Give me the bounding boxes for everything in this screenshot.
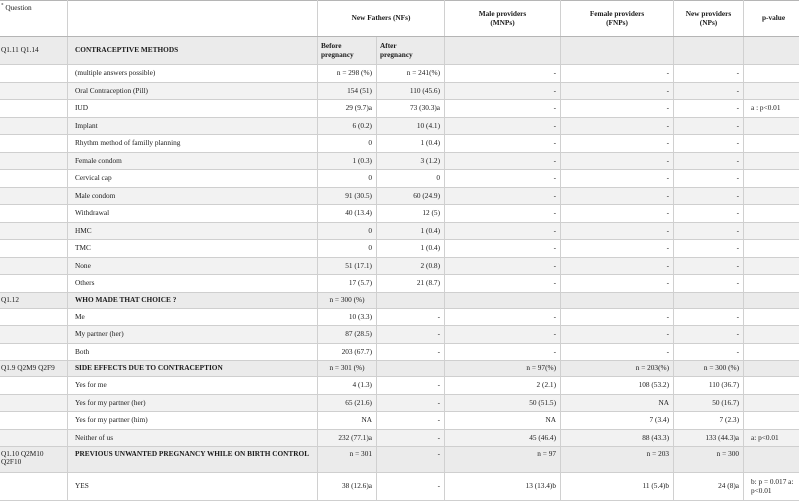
table-row <box>0 473 799 501</box>
cell-p-value <box>744 222 799 240</box>
cell-nf-after: 1 (0.4) <box>377 135 445 153</box>
cell-p-value <box>744 240 799 258</box>
section-title: SIDE EFFECTS DUE TO CONTRACEPTION <box>68 361 318 377</box>
section-title: CONTRACEPTIVE METHODS <box>68 37 318 65</box>
section-after: - <box>377 447 445 473</box>
header-marker: * <box>1 3 4 9</box>
cell-nf-after: n = 241(%) <box>377 65 445 83</box>
section-np-n: n = 300 (%) <box>674 361 744 377</box>
table-row <box>0 187 799 205</box>
cell-p-value <box>744 377 799 395</box>
cell-np: - <box>674 343 744 361</box>
table-row <box>0 257 799 275</box>
cell-mnp: 50 (51.5) <box>445 394 561 412</box>
cell-np: - <box>674 135 744 153</box>
table-row <box>0 135 799 153</box>
cell-fnp: - <box>561 343 674 361</box>
section-2-rows <box>0 308 799 361</box>
cell-p-value <box>744 82 799 100</box>
table-row <box>0 222 799 240</box>
cell-p-value <box>744 117 799 135</box>
cell-fnp: - <box>561 65 674 83</box>
row-label: HMC <box>68 222 318 240</box>
cell-fnp: - <box>561 205 674 223</box>
cell-fnp: - <box>561 170 674 188</box>
cell-p-value <box>744 394 799 412</box>
row-label: Cervical cap <box>68 170 318 188</box>
cell-nf-after: 12 (5) <box>377 205 445 223</box>
cell-nf-after: 0 <box>377 170 445 188</box>
section-contraceptive-methods <box>0 37 799 65</box>
cell-p-value <box>744 257 799 275</box>
header-row <box>0 1 799 37</box>
cell-mnp: - <box>445 257 561 275</box>
section-unwanted-pregnancy <box>0 447 799 473</box>
cell-nf-after: 73 (30.3)a <box>377 100 445 118</box>
cell-p-value: a: p<0.01 <box>744 429 799 447</box>
cell-p-value <box>744 326 799 344</box>
cell-nf-before: 17 (5.7) <box>318 275 377 293</box>
cell-fnp: - <box>561 117 674 135</box>
row-label: Female condom <box>68 152 318 170</box>
row-label: Implant <box>68 117 318 135</box>
cell-nf-before: 1 (0.3) <box>318 152 377 170</box>
cell-p-value <box>744 275 799 293</box>
cell-np: - <box>674 187 744 205</box>
cell-nf-after: 3 (1.2) <box>377 152 445 170</box>
section-who-made-choice <box>0 292 799 308</box>
cell-np: 7 (2.3) <box>674 412 744 430</box>
cell-nf-before: 0 <box>318 135 377 153</box>
after-pregnancy-header: After pregnancy <box>377 37 445 65</box>
cell-fnp: - <box>561 275 674 293</box>
header-female-providers: Female providers (FNPs) <box>561 1 674 37</box>
cell-mnp: - <box>445 326 561 344</box>
cell-p-value <box>744 152 799 170</box>
row-label: Male condom <box>68 187 318 205</box>
table-row <box>0 275 799 293</box>
cell-nf-after: 10 (4.1) <box>377 117 445 135</box>
cell-mnp: - <box>445 275 561 293</box>
cell-np: - <box>674 222 744 240</box>
section-mnp-n: n = 97 <box>445 447 561 473</box>
row-label: My partner (her) <box>68 326 318 344</box>
cell-p-value <box>744 205 799 223</box>
cell-mnp: - <box>445 205 561 223</box>
cell-nf-before: 0 <box>318 240 377 258</box>
cell-np: 110 (36.7) <box>674 377 744 395</box>
cell-mnp: 45 (46.4) <box>445 429 561 447</box>
cell-nf-before: 0 <box>318 170 377 188</box>
table-row <box>0 65 799 83</box>
cell-p-value <box>744 187 799 205</box>
table-row <box>0 240 799 258</box>
header-blank <box>68 1 318 37</box>
cell-np: 50 (16.7) <box>674 394 744 412</box>
cell-fnp: 88 (43.3) <box>561 429 674 447</box>
cell-np: - <box>674 170 744 188</box>
cell-nf-after: - <box>377 377 445 395</box>
row-label: Both <box>68 343 318 361</box>
cell-nf-after: 60 (24.9) <box>377 187 445 205</box>
table-row <box>0 308 799 326</box>
cell-fnp: - <box>561 240 674 258</box>
cell-nf-before: n = 298 (%) <box>318 65 377 83</box>
table-row <box>0 412 799 430</box>
cell-nf-before: 29 (9.7)a <box>318 100 377 118</box>
section-question-id: Q1.12 <box>0 292 68 308</box>
table-row <box>0 100 799 118</box>
header-male-providers: Male providers (MNPs) <box>445 1 561 37</box>
cell-np: 133 (44.3)a <box>674 429 744 447</box>
row-label: Others <box>68 275 318 293</box>
section-n: n = 300 (%) <box>318 292 377 308</box>
section-question-id: Q1.11 Q1.14 <box>0 37 68 65</box>
cell-mnp: - <box>445 82 561 100</box>
cell-fnp: - <box>561 152 674 170</box>
cell-p-value <box>744 170 799 188</box>
cell-nf-after: - <box>377 326 445 344</box>
cell-mnp: - <box>445 308 561 326</box>
cell-np: 24 (8)a <box>674 473 744 501</box>
row-label: Yes for my partner (him) <box>68 412 318 430</box>
section-side-effects <box>0 361 799 377</box>
row-label: None <box>68 257 318 275</box>
table-row <box>0 343 799 361</box>
cell-nf-before: 38 (12.6)a <box>318 473 377 501</box>
row-label: Yes for my partner (her) <box>68 394 318 412</box>
cell-mnp: 13 (13.4)b <box>445 473 561 501</box>
cell-mnp: 2 (2.1) <box>445 377 561 395</box>
cell-fnp: - <box>561 257 674 275</box>
cell-mnp: - <box>445 343 561 361</box>
cell-nf-after: - <box>377 394 445 412</box>
cell-p-value <box>744 343 799 361</box>
row-label: Yes for me <box>68 377 318 395</box>
cell-nf-before: NA <box>318 412 377 430</box>
cell-nf-after: 1 (0.4) <box>377 222 445 240</box>
cell-p-value <box>744 65 799 83</box>
row-label: Withdrawal <box>68 205 318 223</box>
cell-fnp: NA <box>561 394 674 412</box>
cell-fnp: 7 (3.4) <box>561 412 674 430</box>
table-row <box>0 394 799 412</box>
table-row <box>0 429 799 447</box>
row-label: Neither of us <box>68 429 318 447</box>
cell-nf-after: 1 (0.4) <box>377 240 445 258</box>
row-label: Rhythm method of familly planning <box>68 135 318 153</box>
cell-np: - <box>674 100 744 118</box>
cell-nf-before: 91 (30.5) <box>318 187 377 205</box>
table-row <box>0 152 799 170</box>
cell-nf-after: - <box>377 473 445 501</box>
table-row <box>0 326 799 344</box>
cell-fnp: 11 (5.4)b <box>561 473 674 501</box>
cell-nf-before: 87 (28.5) <box>318 326 377 344</box>
cell-mnp: - <box>445 65 561 83</box>
cell-np: - <box>674 117 744 135</box>
table-row <box>0 377 799 395</box>
cell-nf-before: 65 (21.6) <box>318 394 377 412</box>
cell-fnp: - <box>561 82 674 100</box>
cell-nf-before: 6 (0.2) <box>318 117 377 135</box>
cell-np: - <box>674 82 744 100</box>
row-label: Me <box>68 308 318 326</box>
cell-p-value <box>744 412 799 430</box>
cell-np: - <box>674 65 744 83</box>
table-row <box>0 205 799 223</box>
cell-mnp: - <box>445 187 561 205</box>
cell-nf-before: 40 (13.4) <box>318 205 377 223</box>
cell-np: - <box>674 152 744 170</box>
cell-nf-after: - <box>377 308 445 326</box>
cell-mnp: - <box>445 135 561 153</box>
section-np-n: n = 300 <box>674 447 744 473</box>
cell-np: - <box>674 275 744 293</box>
section-3-rows <box>0 377 799 447</box>
cell-mnp: NA <box>445 412 561 430</box>
cell-mnp: - <box>445 170 561 188</box>
cell-fnp: - <box>561 308 674 326</box>
cell-p-value <box>744 308 799 326</box>
before-pregnancy-header: Before pregnancy <box>318 37 377 65</box>
header-new-providers: New providers (NPs) <box>674 1 744 37</box>
cell-mnp: - <box>445 152 561 170</box>
cell-nf-after: 2 (0.8) <box>377 257 445 275</box>
section-4-rows <box>0 473 799 501</box>
cell-nf-before: 0 <box>318 222 377 240</box>
cell-nf-before: 203 (67.7) <box>318 343 377 361</box>
table-row <box>0 170 799 188</box>
cell-mnp: - <box>445 117 561 135</box>
cell-np: - <box>674 308 744 326</box>
cell-nf-before: 154 (51) <box>318 82 377 100</box>
cell-np: - <box>674 326 744 344</box>
section-nf-n: n = 301 <box>318 447 377 473</box>
cell-p-value: b: p = 0.017 a: p<0.01 <box>744 473 799 501</box>
header-new-fathers: New Fathers (NFs) <box>318 1 445 37</box>
cell-mnp: - <box>445 222 561 240</box>
cell-nf-before: 232 (77.1)a <box>318 429 377 447</box>
cell-nf-after: - <box>377 412 445 430</box>
cell-nf-after: 110 (45.6) <box>377 82 445 100</box>
table-row <box>0 117 799 135</box>
cell-fnp: - <box>561 100 674 118</box>
section-question-id: Q1.9 Q2M9 Q2F9 <box>0 361 68 377</box>
row-label: YES <box>68 473 318 501</box>
cell-mnp: - <box>445 100 561 118</box>
section-1-rows <box>0 65 799 293</box>
cell-p-value <box>744 135 799 153</box>
cell-fnp: 108 (53.2) <box>561 377 674 395</box>
section-nf-n: n = 301 (%) <box>318 361 377 377</box>
cell-nf-after: - <box>377 343 445 361</box>
row-label: TMC <box>68 240 318 258</box>
section-title: WHO MADE THAT CHOICE ? <box>68 292 318 308</box>
section-fnp-n: n = 203 <box>561 447 674 473</box>
cell-nf-after: 21 (8.7) <box>377 275 445 293</box>
cell-nf-before: 4 (1.3) <box>318 377 377 395</box>
cell-mnp: - <box>445 240 561 258</box>
section-mnp-n: n = 97(%) <box>445 361 561 377</box>
cell-fnp: - <box>561 326 674 344</box>
header-question: * Question <box>0 1 68 37</box>
cell-nf-before: 10 (3.3) <box>318 308 377 326</box>
section-title: PREVIOUS UNWANTED PREGNANCY WHILE ON BIRTH CONTROL <box>68 447 318 473</box>
cell-nf-after: - <box>377 429 445 447</box>
section-fnp-n: n = 203(%) <box>561 361 674 377</box>
row-label: (multiple answers possible) <box>68 65 318 83</box>
cell-fnp: - <box>561 135 674 153</box>
header-p-value: p-value <box>744 1 799 37</box>
table-row <box>0 82 799 100</box>
cell-fnp: - <box>561 187 674 205</box>
cell-nf-before: 51 (17.1) <box>318 257 377 275</box>
section-question-id: Q1.10 Q2M10 Q2F10 <box>0 447 68 473</box>
cell-np: - <box>674 205 744 223</box>
cell-p-value: a : p<0.01 <box>744 100 799 118</box>
cell-np: - <box>674 257 744 275</box>
row-label: Oral Contraception (Pill) <box>68 82 318 100</box>
cell-np: - <box>674 240 744 258</box>
cell-fnp: - <box>561 222 674 240</box>
row-label: IUD <box>68 100 318 118</box>
